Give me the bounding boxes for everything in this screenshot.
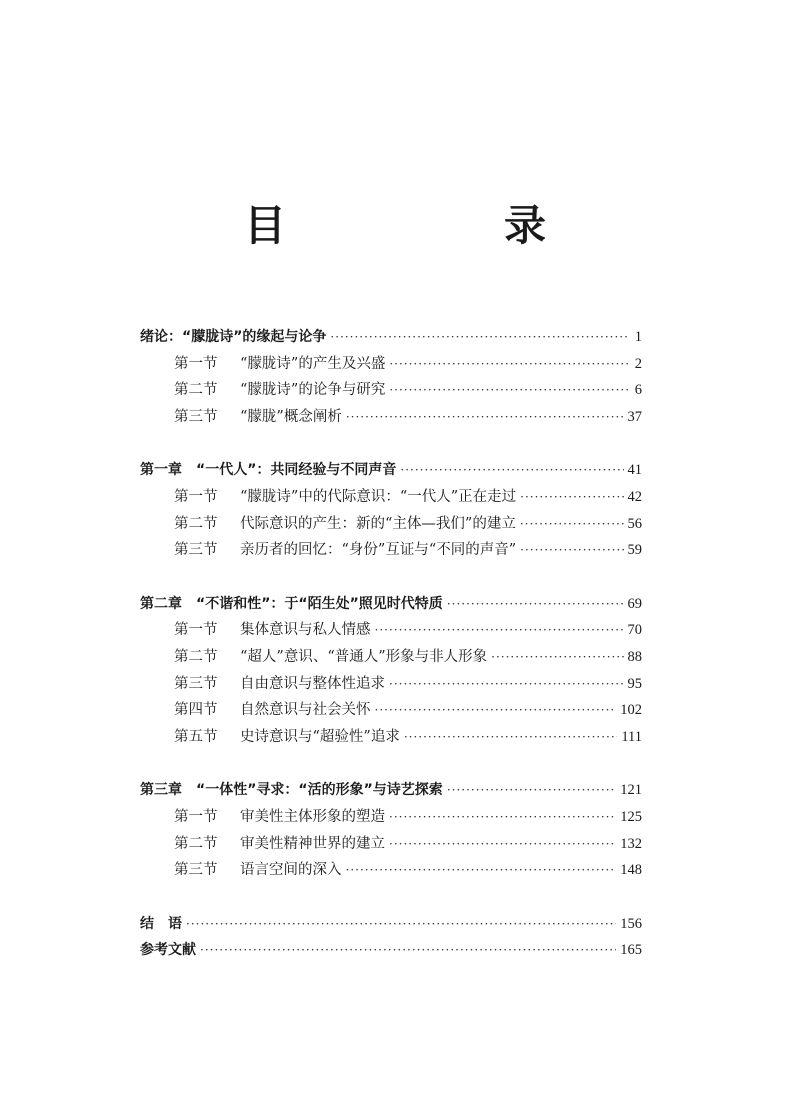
section-title: “朦胧诗”的产生及兴盛: [240, 355, 386, 372]
toc-group-introduction: [140, 324, 642, 430]
toc-section[interactable]: [140, 404, 642, 431]
toc-conclusion[interactable]: [140, 911, 642, 938]
dot-leader: [447, 591, 624, 618]
toc-section[interactable]: [140, 831, 642, 858]
page-number: 6: [634, 382, 642, 399]
toc-section[interactable]: [140, 697, 642, 724]
dot-leader: [330, 324, 630, 351]
toc-section[interactable]: [140, 537, 642, 564]
section-title: 语言空间的深入: [240, 862, 342, 879]
page-number: 70: [627, 622, 642, 639]
toc-group-chapter-3: [140, 777, 642, 883]
section-label: 第一节: [174, 622, 218, 639]
dot-leader: [375, 617, 624, 644]
section-label: 第二节: [174, 835, 218, 852]
dot-leader: [400, 457, 623, 484]
section-title: 史诗意识与“超验性”追求: [240, 728, 400, 745]
section-title: 审美性主体形象的塑造: [240, 808, 385, 825]
toc-group-back-matter: [140, 911, 642, 964]
dot-leader: [520, 511, 624, 538]
section-label: 第五节: [174, 728, 218, 745]
toc-section[interactable]: [140, 377, 642, 404]
toc-section[interactable]: [140, 511, 642, 538]
chapter-title: 第二章 “不谐和性”：于“陌生处”照见时代特质: [140, 595, 443, 612]
section-label: 第二节: [174, 515, 218, 532]
dot-leader: [520, 484, 623, 511]
dot-leader: [200, 937, 616, 964]
chapter-title: 绪论：“朦胧诗”的缘起与论争: [140, 329, 327, 345]
section-title: “朦胧诗”的论争与研究: [240, 382, 386, 399]
dot-leader: [389, 351, 630, 378]
section-title: 审美性精神世界的建立: [240, 835, 385, 852]
section-title: “朦胧诗”中的代际意识：“一代人”正在走过: [240, 488, 517, 505]
page-number: 102: [620, 702, 642, 719]
toc-section[interactable]: [140, 857, 642, 884]
page-number: 121: [620, 782, 642, 799]
dot-leader: [346, 404, 624, 431]
section-label: 第三节: [174, 408, 218, 425]
section-title: “超人”意识、“普通人”形象与非人形象: [240, 648, 488, 665]
page-number: 42: [627, 488, 642, 505]
toc-section[interactable]: [140, 724, 642, 751]
page-number: 132: [620, 835, 642, 852]
page-number: 148: [620, 862, 642, 879]
dot-leader: [186, 911, 616, 938]
toc-chapter-3[interactable]: [140, 777, 642, 804]
dot-leader: [389, 377, 630, 404]
toc-section[interactable]: [140, 644, 642, 671]
section-label: 第一节: [174, 808, 218, 825]
toc-section[interactable]: [140, 484, 642, 511]
section-title: 代际意识的产生：新的“主体—我们”的建立: [240, 515, 516, 532]
section-label: 第三节: [174, 675, 218, 692]
page-number: 2: [634, 355, 642, 372]
toc-section[interactable]: [140, 671, 642, 698]
section-label: 第三节: [174, 862, 218, 879]
page-number: 56: [627, 515, 642, 532]
toc-references[interactable]: [140, 937, 642, 964]
section-title: 自由意识与整体性追求: [240, 675, 385, 692]
section-label: 第二节: [174, 382, 218, 399]
page-number: 156: [620, 915, 642, 932]
page-number: 125: [620, 808, 642, 825]
toc-section[interactable]: [140, 617, 642, 644]
dot-leader: [389, 831, 616, 858]
page-number: 88: [627, 648, 642, 665]
page-number: 1: [634, 329, 642, 345]
section-label: 第二节: [174, 648, 218, 665]
page-number: 37: [627, 408, 642, 425]
page-number: 41: [627, 462, 642, 479]
section-title: 亲历者的回忆：“身份”互证与“不同的声音”: [240, 542, 517, 559]
section-title: 自然意识与社会关怀: [240, 702, 371, 719]
section-label: 第四节: [174, 702, 218, 719]
section-label: 第三节: [174, 542, 218, 559]
section-title: 集体意识与私人情感: [240, 622, 371, 639]
conclusion-title: 结 语: [140, 915, 182, 932]
chapter-title: 第一章 “一代人”：共同经验与不同声音: [140, 462, 397, 479]
toc-group-chapter-2: [140, 591, 642, 751]
page-number: 111: [621, 728, 642, 745]
section-label: 第一节: [174, 355, 218, 372]
references-title: 参考文献: [140, 942, 196, 959]
toc-chapter-2[interactable]: [140, 591, 642, 618]
section-label: 第一节: [174, 488, 218, 505]
page-number: 69: [627, 595, 642, 612]
section-title: “朦胧”概念阐析: [240, 408, 342, 425]
dot-leader: [447, 777, 616, 804]
page-number: 59: [627, 542, 642, 559]
toc-section[interactable]: [140, 804, 642, 831]
page-number: 95: [627, 675, 642, 692]
dot-leader: [491, 644, 623, 671]
dot-leader: [389, 671, 624, 698]
toc-section[interactable]: [140, 351, 642, 378]
toc-chapter-introduction[interactable]: [140, 324, 642, 351]
page-title: 目 录: [243, 201, 634, 250]
toc-chapter-1[interactable]: [140, 457, 642, 484]
dot-leader: [404, 724, 617, 751]
dot-leader: [389, 804, 616, 831]
dot-leader: [520, 537, 623, 564]
page-number: 165: [620, 942, 642, 959]
dot-leader: [346, 857, 617, 884]
chapter-title: 第三章 “一体性”寻求：“活的形象”与诗艺探索: [140, 782, 443, 799]
toc-group-chapter-1: [140, 457, 642, 563]
table-of-contents: [140, 324, 642, 964]
dot-leader: [375, 697, 617, 724]
